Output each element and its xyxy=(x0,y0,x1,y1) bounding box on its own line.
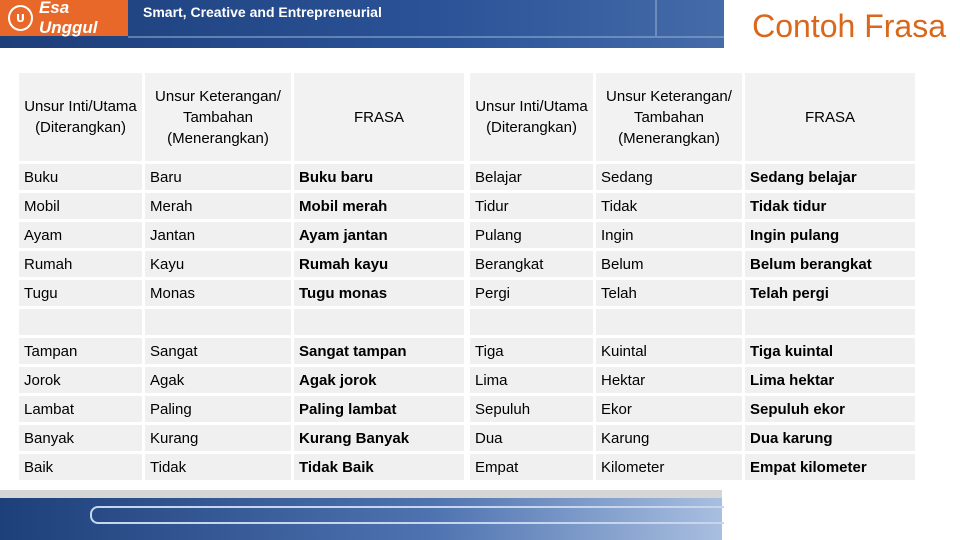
right-table xyxy=(467,70,918,483)
cell-keterangan: Monas xyxy=(145,280,291,306)
header-keterangan: Unsur Keterangan/ Tambahan (Menerangkan) xyxy=(145,73,291,161)
left-table xyxy=(16,70,467,483)
cell-inti: Pulang xyxy=(470,222,593,248)
cell-frasa: Tugu monas xyxy=(294,280,464,306)
table-row xyxy=(19,280,464,306)
cell-inti xyxy=(470,309,593,335)
cell-frasa: Sangat tampan xyxy=(294,338,464,364)
banner-divider-vertical xyxy=(655,0,657,36)
cell-keterangan: Sangat xyxy=(145,338,291,364)
cell-inti: Jorok xyxy=(19,367,142,393)
table-row xyxy=(470,222,915,248)
slide-title: Contoh Frasa xyxy=(752,8,946,44)
cell-inti: Tampan xyxy=(19,338,142,364)
cell-keterangan: Ekor xyxy=(596,396,742,422)
cell-keterangan xyxy=(145,309,291,335)
cell-keterangan: Agak xyxy=(145,367,291,393)
cell-keterangan: Paling xyxy=(145,396,291,422)
table-row xyxy=(470,251,915,277)
cell-frasa: Ingin pulang xyxy=(745,222,915,248)
cell-inti: Tiga xyxy=(470,338,593,364)
cell-inti: Berangkat xyxy=(470,251,593,277)
cell-inti: Belajar xyxy=(470,164,593,190)
title-area xyxy=(724,0,960,56)
table-row xyxy=(470,396,915,422)
cell-frasa: Tidak tidur xyxy=(745,193,915,219)
cell-frasa: Mobil merah xyxy=(294,193,464,219)
logo-mark-icon: U xyxy=(8,5,33,31)
cell-keterangan: Merah xyxy=(145,193,291,219)
header-inti: Unsur Inti/Utama (Diterangkan) xyxy=(470,73,593,161)
cell-frasa xyxy=(745,309,915,335)
table-row xyxy=(470,309,915,335)
cell-inti: Lima xyxy=(470,367,593,393)
header-frasa: FRASA xyxy=(745,73,915,161)
cell-keterangan: Belum xyxy=(596,251,742,277)
cell-keterangan: Sedang xyxy=(596,164,742,190)
cell-frasa: Sedang belajar xyxy=(745,164,915,190)
cell-frasa: Rumah kayu xyxy=(294,251,464,277)
table-row xyxy=(19,193,464,219)
cell-inti: Ayam xyxy=(19,222,142,248)
cell-frasa: Telah pergi xyxy=(745,280,915,306)
cell-frasa: Tiga kuintal xyxy=(745,338,915,364)
cell-frasa: Tidak Baik xyxy=(294,454,464,480)
cell-frasa: Empat kilometer xyxy=(745,454,915,480)
cell-frasa: Sepuluh ekor xyxy=(745,396,915,422)
cell-keterangan: Jantan xyxy=(145,222,291,248)
cell-frasa: Ayam jantan xyxy=(294,222,464,248)
cell-inti: Pergi xyxy=(470,280,593,306)
table-row xyxy=(19,425,464,451)
cell-frasa: Agak jorok xyxy=(294,367,464,393)
table-row xyxy=(470,280,915,306)
table-row xyxy=(470,425,915,451)
cell-inti xyxy=(19,309,142,335)
cell-keterangan: Telah xyxy=(596,280,742,306)
cell-inti: Tidur xyxy=(470,193,593,219)
table-row xyxy=(19,164,464,190)
header-row xyxy=(19,73,464,161)
cell-keterangan: Karung xyxy=(596,425,742,451)
cell-keterangan: Kayu xyxy=(145,251,291,277)
tagline: Smart, Creative and Entrepreneurial xyxy=(143,4,382,20)
cell-inti: Sepuluh xyxy=(470,396,593,422)
header-row xyxy=(470,73,915,161)
table-row xyxy=(19,367,464,393)
header-keterangan: Unsur Keterangan/ Tambahan (Menerangkan) xyxy=(596,73,742,161)
cell-keterangan: Tidak xyxy=(145,454,291,480)
table-row xyxy=(470,367,915,393)
cell-frasa: Lima hektar xyxy=(745,367,915,393)
cell-frasa: Buku baru xyxy=(294,164,464,190)
table-row xyxy=(470,338,915,364)
table-row xyxy=(19,309,464,335)
header-frasa: FRASA xyxy=(294,73,464,161)
table-row xyxy=(19,251,464,277)
cell-keterangan: Kilometer xyxy=(596,454,742,480)
footer-strip xyxy=(0,490,722,498)
cell-frasa: Belum berangkat xyxy=(745,251,915,277)
header-inti: Unsur Inti/Utama (Diterangkan) xyxy=(19,73,142,161)
table-row xyxy=(470,454,915,480)
cell-frasa: Kurang Banyak xyxy=(294,425,464,451)
cell-inti: Dua xyxy=(470,425,593,451)
logo xyxy=(0,0,128,36)
table-row xyxy=(19,396,464,422)
cell-inti: Empat xyxy=(470,454,593,480)
table-row xyxy=(470,193,915,219)
cell-frasa: Paling lambat xyxy=(294,396,464,422)
cell-frasa: Dua karung xyxy=(745,425,915,451)
cell-keterangan: Hektar xyxy=(596,367,742,393)
table-row xyxy=(470,164,915,190)
cell-keterangan: Kurang xyxy=(145,425,291,451)
cell-inti: Tugu xyxy=(19,280,142,306)
cell-inti: Buku xyxy=(19,164,142,190)
cell-inti: Banyak xyxy=(19,425,142,451)
cell-keterangan: Kuintal xyxy=(596,338,742,364)
cell-keterangan: Tidak xyxy=(596,193,742,219)
cell-inti: Mobil xyxy=(19,193,142,219)
cell-frasa xyxy=(294,309,464,335)
cell-keterangan: Ingin xyxy=(596,222,742,248)
cell-inti: Baik xyxy=(19,454,142,480)
cell-keterangan xyxy=(596,309,742,335)
brand-name: Esa Unggul xyxy=(38,0,98,37)
table-row xyxy=(19,454,464,480)
table-row xyxy=(19,222,464,248)
table-row xyxy=(19,338,464,364)
cell-inti: Lambat xyxy=(19,396,142,422)
cell-keterangan: Baru xyxy=(145,164,291,190)
cell-inti: Rumah xyxy=(19,251,142,277)
footer-decoration xyxy=(90,506,724,524)
